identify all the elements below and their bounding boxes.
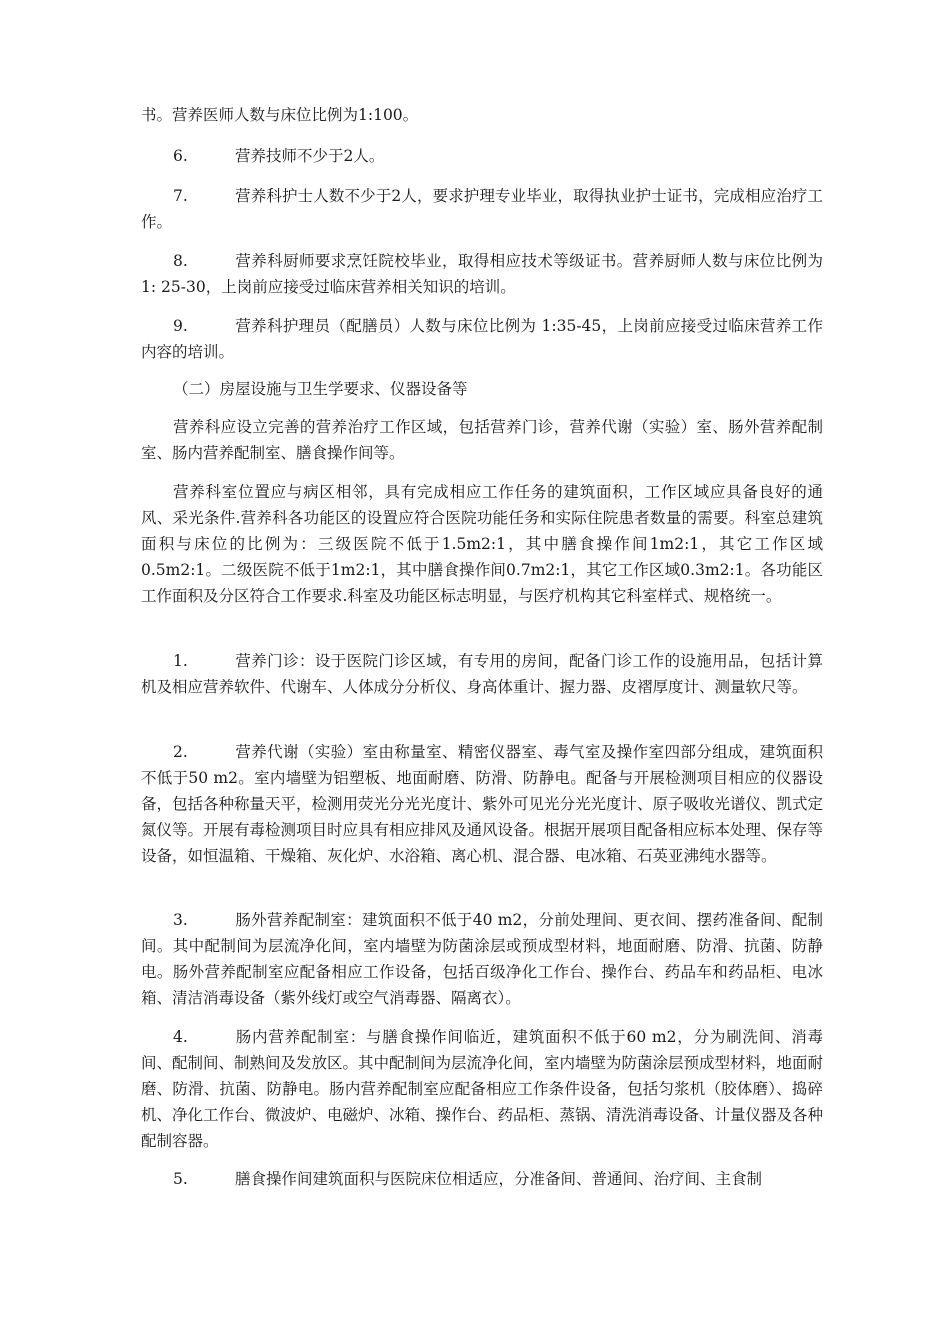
list-number: 9. [173, 317, 188, 335]
list-item-8 [141, 248, 823, 300]
list-number: 3. [173, 911, 188, 929]
section-heading-text: （二）房屋设施与卫生学要求、仪器设备等 [173, 380, 468, 398]
list-item-9 [141, 313, 823, 365]
paragraph-text: 营养科应设立完善的营养治疗工作区域，包括营养门诊，营养代谢（实验）室、肠外营养配制室、肠内营养配制室、膳食操作间等。 [141, 418, 823, 462]
list-item-3 [141, 907, 823, 1011]
paragraph-text: 营养门诊：设于医院门诊区域，有专用的房间，配备门诊工作的设施用品，包括计算机及相应营养软件、代谢车、人体成分分析仪、身高体重计、握力器、皮褶厚度计、测量软尺等。 [141, 652, 823, 696]
list-number: 2. [173, 743, 188, 761]
list-number: 1. [173, 652, 188, 670]
paragraph-text: 书。营养医师人数与床位比例为1:100。 [141, 106, 419, 124]
paragraph-text: 肠内营养配制室：与膳食操作间临近，建筑面积不低于60 m2，分为刷洗间、消毒间、配制间、制熟间及发放区。其中配制间为层流净化间，室内墙壁为防菌涂层预成型材料，地面耐磨、防滑、抗菌、防静电。肠内营养配制室应配备相应工作条件设备，包括匀浆机（胶体磨）、捣碎机、净化工作台、微波炉、电磁炉、冰箱、操作台、药品柜、蒸锅、清洗消毒设备、计量仪器及各种配制容器。 [141, 1028, 824, 1150]
paragraph-text: 营养代谢（实验）室由称量室、精密仪器室、毒气室及操作室四部分组成，建筑面积不低于50 m2。室内墙壁为铝塑板、地面耐磨、防滑、防静电。配备与开展检测项目相应的仪器设备，包括各种称量天平，检测用荧光分光光度计、紫外可见光分光光度计、原子吸收光谱仪、凯式定氮仪等。开展有毒检测项目时应具有相应排风及通风设备。根据开展项目配备相应标本处理、保存等设备，如恒温箱、干燥箱、灰化炉、水浴箱、离心机、混合器、电冰箱、石英亚沸纯水器等。 [141, 743, 824, 865]
list-item-2 [141, 739, 823, 869]
list-item-1 [141, 648, 823, 700]
paragraph-text: 营养科室位置应与病区相邻，具有完成相应工作任务的建筑面积，工作区域应具备良好的通风、采光条件.营养科各功能区的设置应符合医院功能任务和实际住院患者数量的需要。科室总建筑面积与床位的比例为：三级医院不低于1.5m2:1，其中膳食操作间1m2:1，其它工作区域0.5m2:1。二级医院不低于1m2:1，其中膳食操作间0.7m2:1，其它工作区域0.3m2:1。各功能区工作面积及分区符合工作要求.科室及功能区标志明显，与医疗机构其它科室样式、规格统一。 [141, 483, 823, 605]
section-heading [173, 376, 468, 402]
list-item-4 [141, 1024, 823, 1154]
list-number: 6. [173, 147, 188, 165]
paragraph-text: 营养科护理员（配膳员）人数与床位比例为 1:35-45，上岗前应接受过临床营养工作内容的培训。 [141, 317, 823, 361]
list-number: 8. [173, 252, 188, 270]
paragraph-text: 营养科厨师要求烹饪院校毕业，取得相应技术等级证书。营养厨师人数与床位比例为1: 25-30，上岗前应接受过临床营养相关知识的培训。 [141, 252, 823, 296]
list-number: 5. [173, 1170, 188, 1188]
paragraph-text: 膳食操作间建筑面积与医院床位相适应，分准备间、普通间、治疗间、主食制 [235, 1170, 763, 1188]
paragraph-text: 营养技师不少于2人。 [235, 147, 385, 165]
list-item-7 [141, 183, 823, 235]
list-number: 7. [173, 187, 188, 205]
paragraph-location [141, 479, 823, 609]
list-number: 4. [173, 1028, 188, 1046]
list-item-6 [141, 143, 823, 169]
paragraph-text: 营养科护士人数不少于2人，要求护理专业毕业，取得执业护士证书，完成相应治疗工作。 [141, 187, 823, 231]
list-item-5 [141, 1166, 823, 1192]
paragraph-areas [141, 414, 823, 466]
paragraph-text: 肠外营养配制室：建筑面积不低于40 m2，分前处理间、更衣间、摆药准备间、配制间。其中配制间为层流净化间，室内墙壁为防菌涂层或预成型材料，地面耐磨、防滑、抗菌、防静电。肠外营养配制室应配备相应工作设备，包括百级净化工作台、操作台、药品车和药品柜、电冰箱、清洁消毒设备（紫外线灯或空气消毒器、隔离衣）。 [141, 911, 823, 1007]
paragraph-continuation [141, 102, 823, 128]
